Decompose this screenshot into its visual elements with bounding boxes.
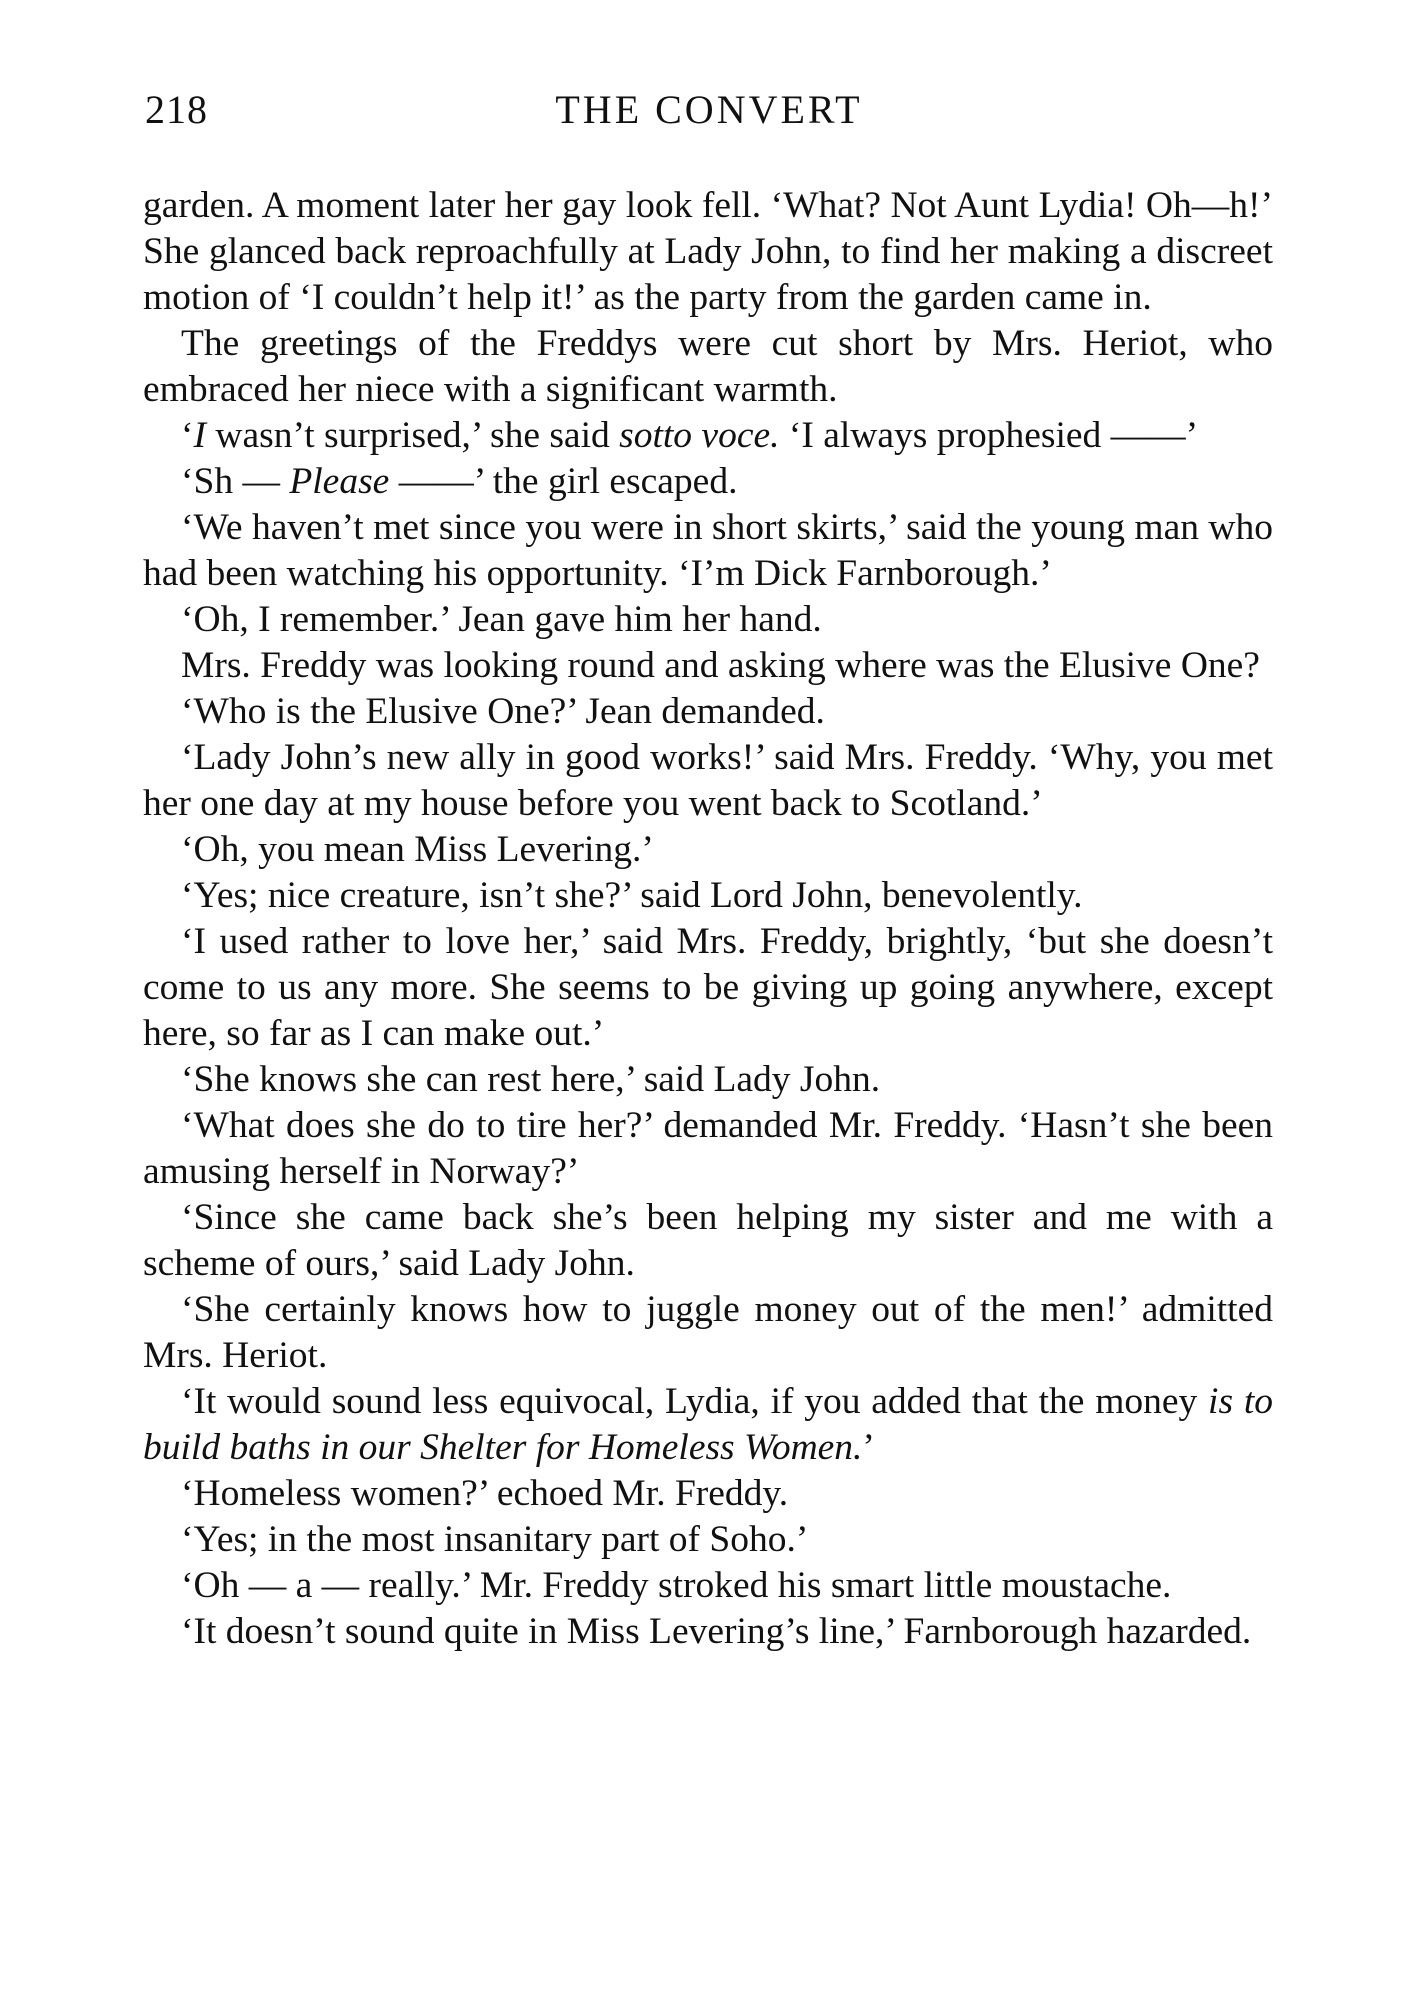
paragraph — [143, 1609, 1273, 1655]
text-run: ‘She knows she can rest here,’ said Lady John. — [181, 1059, 881, 1100]
text-run: ‘Who is the Elusive One?’ Jean demanded. — [181, 691, 825, 732]
text-run: ‘She certainly knows how to juggle money out of the men!’ admitted Mrs. Heriot. — [143, 1289, 1273, 1376]
paragraph — [143, 597, 1273, 643]
text-run: ‘Oh — a — really.’ Mr. Freddy stroked his smart little moustache. — [181, 1565, 1172, 1606]
text-run: The greetings of the Freddys were cut short by Mrs. Heriot, who embraced her niece with a significant warmth. — [143, 323, 1273, 410]
paragraph — [143, 321, 1273, 413]
text-run: ‘Since she came back she’s been helping my sister and me with a scheme of ours,’ said Lady John. — [143, 1197, 1273, 1284]
paragraph — [143, 735, 1273, 827]
text-run: ‘I always prophesied ——’ — [779, 415, 1199, 456]
text-run: ‘What does she do to tire her?’ demanded Mr. Freddy. ‘Hasn’t she been amusing herself in Norway?’ — [143, 1105, 1273, 1192]
paragraph — [143, 1195, 1273, 1287]
italic-text: sotto voce. — [619, 415, 780, 456]
text-run: ‘It would sound less equivocal, Lydia, if you added that the money — [181, 1381, 1209, 1422]
paragraph — [143, 1471, 1273, 1517]
paragraph — [143, 459, 1273, 505]
text-run: ‘Sh — — [181, 461, 290, 502]
text-run: ‘Yes; in the most insanitary part of Soho.’ — [181, 1519, 809, 1560]
text-run: ‘Lady John’s new ally in good works!’ said Mrs. Freddy. ‘Why, you met her one day at my house before you went back to Scotland.’ — [143, 737, 1273, 824]
italic-text: Please — [289, 461, 390, 502]
text-run: ‘It doesn’t sound quite in Miss Levering’s line,’ Farnborough hazarded. — [181, 1611, 1252, 1652]
text-run: ‘ — [181, 415, 194, 456]
text-run: ‘Homeless women?’ echoed Mr. Freddy. — [181, 1473, 789, 1514]
paragraph — [143, 1103, 1273, 1195]
paragraph — [143, 1057, 1273, 1103]
page-number: 218 — [145, 87, 208, 132]
paragraph — [143, 689, 1273, 735]
paragraph — [143, 919, 1273, 1057]
text-run: Mrs. Freddy was looking round and asking where was the Elusive One? — [181, 645, 1260, 686]
paragraph — [143, 505, 1273, 597]
text-run: wasn’t surprised,’ she said — [206, 415, 620, 456]
text-run: ‘We haven’t met since you were in short skirts,’ said the young man who had been watching his opportunity. ‘I’m Dick Farnborough.’ — [143, 507, 1273, 594]
italic-text: I — [193, 415, 206, 456]
text-run: ——’ the girl escaped. — [389, 461, 738, 502]
text-run: ‘Oh, you mean Miss Levering.’ — [181, 829, 654, 870]
paragraph — [143, 1563, 1273, 1609]
text-run: ‘Oh, I remember.’ Jean gave him her hand. — [181, 599, 822, 640]
italic-text: is to build baths in our Shelter for Homeless Women. — [143, 1381, 1273, 1468]
paragraph — [143, 1287, 1273, 1379]
text-run: ‘Yes; nice creature, isn’t she?’ said Lord John, benevolently. — [181, 875, 1083, 916]
paragraph — [143, 183, 1273, 321]
paragraph — [143, 873, 1273, 919]
paragraph — [143, 643, 1273, 689]
text-run: garden. A moment later her gay look fell. ‘What? Not Aunt Lydia! Oh—h!’ She glanced back reproachfully at Lady John, to find her making a discreet motion of ‘I couldn’t help it!’ as the party from the garden came in. — [143, 185, 1273, 318]
text-run: ’ — [862, 1427, 875, 1468]
paragraph — [143, 827, 1273, 873]
running-head-title: THE CONVERT — [555, 87, 863, 132]
text-run: ‘I used rather to love her,’ said Mrs. Freddy, brightly, ‘but she doesn’t come to us any more. She seems to be giving up going anywhere, except here, so far as I can make out.’ — [143, 921, 1273, 1054]
paragraph — [143, 1379, 1273, 1471]
paragraph — [143, 413, 1273, 459]
body-text — [143, 183, 1273, 1655]
paragraph — [143, 1517, 1273, 1563]
